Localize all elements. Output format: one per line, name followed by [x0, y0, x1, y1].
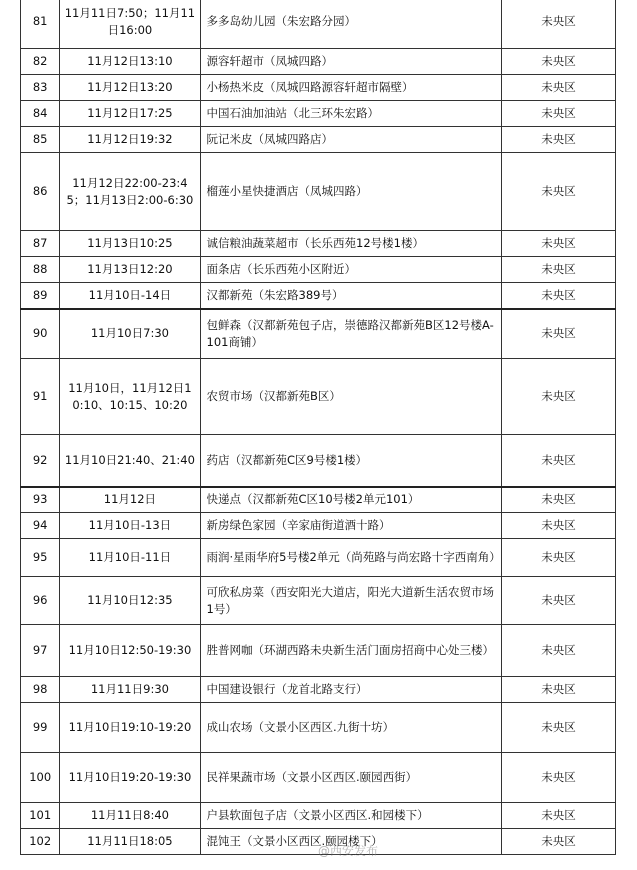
row-number: 89	[21, 283, 60, 309]
table-row	[21, 75, 616, 101]
table-row	[21, 703, 616, 753]
table-row	[21, 803, 616, 829]
row-time: 11月12日13:20	[60, 75, 200, 101]
row-district: 未央区	[502, 625, 616, 677]
table-row	[21, 539, 616, 577]
row-time: 11月10日-14日	[60, 283, 200, 309]
row-place: 户县软面包子店（文景小区西区.和园楼下）	[200, 803, 502, 829]
row-number: 98	[21, 677, 60, 703]
table-row	[21, 0, 616, 49]
row-place: 胜普网咖（环湖西路未央新生活门面房招商中心处三楼）	[200, 625, 502, 677]
table-row	[21, 753, 616, 803]
row-district: 未央区	[502, 577, 616, 625]
table-row	[21, 283, 616, 309]
row-number: 83	[21, 75, 60, 101]
row-number: 96	[21, 577, 60, 625]
row-time: 11月11日9:30	[60, 677, 200, 703]
row-district: 未央区	[502, 101, 616, 127]
row-time: 11月12日17:25	[60, 101, 200, 127]
row-number: 99	[21, 703, 60, 753]
row-time: 11月10日21:40、21:40	[60, 435, 200, 487]
table-row	[21, 257, 616, 283]
location-table	[20, 0, 616, 855]
row-district: 未央区	[502, 0, 616, 49]
table-row	[21, 513, 616, 539]
row-time: 11月12日19:32	[60, 127, 200, 153]
table-row	[21, 101, 616, 127]
row-district: 未央区	[502, 49, 616, 75]
row-district: 未央区	[502, 153, 616, 231]
row-number: 102	[21, 829, 60, 855]
row-district: 未央区	[502, 257, 616, 283]
row-place: 药店（汉都新苑C区9号楼1楼）	[200, 435, 502, 487]
row-number: 92	[21, 435, 60, 487]
row-district: 未央区	[502, 283, 616, 309]
row-time: 11月10日12:35	[60, 577, 200, 625]
row-place: 混饨王（文景小区西区.颐园楼下）	[200, 829, 502, 855]
row-number: 100	[21, 753, 60, 803]
row-number: 90	[21, 309, 60, 359]
row-number: 101	[21, 803, 60, 829]
row-place: 新房绿色家园（辛家庙街道酒十路）	[200, 513, 502, 539]
row-place: 民祥果蔬市场（文景小区西区.颐园西街）	[200, 753, 502, 803]
row-district: 未央区	[502, 513, 616, 539]
row-place: 中国建设银行（龙首北路支行）	[200, 677, 502, 703]
row-time: 11月10日-13日	[60, 513, 200, 539]
table-row	[21, 577, 616, 625]
table-row	[21, 677, 616, 703]
row-time: 11月10日-11日	[60, 539, 200, 577]
row-time: 11月11日7:50；11月11日16:00	[60, 0, 200, 49]
row-district: 未央区	[502, 127, 616, 153]
row-number: 97	[21, 625, 60, 677]
row-number: 85	[21, 127, 60, 153]
row-place: 小杨热米皮（凤城四路源容轩超市隔壁）	[200, 75, 502, 101]
row-number: 86	[21, 153, 60, 231]
table-row	[21, 153, 616, 231]
table-row	[21, 487, 616, 513]
table-body	[21, 0, 616, 855]
row-district: 未央区	[502, 487, 616, 513]
row-number: 84	[21, 101, 60, 127]
row-time: 11月13日10:25	[60, 231, 200, 257]
row-number: 93	[21, 487, 60, 513]
row-district: 未央区	[502, 803, 616, 829]
table-row	[21, 127, 616, 153]
row-district: 未央区	[502, 231, 616, 257]
row-place: 阮记米皮（凤城四路店）	[200, 127, 502, 153]
row-time: 11月11日8:40	[60, 803, 200, 829]
row-district: 未央区	[502, 539, 616, 577]
row-time: 11月13日12:20	[60, 257, 200, 283]
row-time: 11月10日19:20-19:30	[60, 753, 200, 803]
row-place: 多多岛幼儿园（朱宏路分园）	[200, 0, 502, 49]
row-district: 未央区	[502, 75, 616, 101]
row-district: 未央区	[502, 829, 616, 855]
row-place: 包鲜森（汉都新苑包子店，崇德路汉都新苑B区12号楼A-101商铺）	[200, 309, 502, 359]
row-time: 11月10日7:30	[60, 309, 200, 359]
table-row	[21, 435, 616, 487]
row-number: 95	[21, 539, 60, 577]
row-time: 11月10日12:50-19:30	[60, 625, 200, 677]
row-district: 未央区	[502, 435, 616, 487]
row-district: 未央区	[502, 309, 616, 359]
row-number: 88	[21, 257, 60, 283]
row-district: 未央区	[502, 359, 616, 435]
row-number: 94	[21, 513, 60, 539]
row-time: 11月12日	[60, 487, 200, 513]
row-number: 82	[21, 49, 60, 75]
row-number: 81	[21, 0, 60, 49]
table-row	[21, 231, 616, 257]
table-row	[21, 359, 616, 435]
row-place: 诚信粮油蔬菜超市（长乐西苑12号楼1楼）	[200, 231, 502, 257]
row-place: 快递点（汉都新苑C区10号楼2单元101）	[200, 487, 502, 513]
table-row	[21, 49, 616, 75]
row-place: 源容轩超市（凤城四路）	[200, 49, 502, 75]
row-district: 未央区	[502, 753, 616, 803]
row-place: 农贸市场（汉都新苑B区）	[200, 359, 502, 435]
row-number: 91	[21, 359, 60, 435]
row-number: 87	[21, 231, 60, 257]
row-place: 可欣私房菜（西安阳光大道店，阳光大道新生活农贸市场1号）	[200, 577, 502, 625]
row-time: 11月12日13:10	[60, 49, 200, 75]
row-time: 11月11日18:05	[60, 829, 200, 855]
row-time: 11月10日，11月12日10:10、10:15、10:20	[60, 359, 200, 435]
row-place: 榴莲小星快捷酒店（凤城四路）	[200, 153, 502, 231]
row-district: 未央区	[502, 677, 616, 703]
row-place: 汉都新苑（朱宏路389号）	[200, 283, 502, 309]
row-time: 11月10日19:10-19:20	[60, 703, 200, 753]
weibo-watermark: @西安发布	[318, 844, 379, 858]
table-row	[21, 625, 616, 677]
row-district: 未央区	[502, 703, 616, 753]
row-place: 面条店（长乐西苑小区附近）	[200, 257, 502, 283]
row-time: 11月12日22:00-23:45；11月13日2:00-6:30	[60, 153, 200, 231]
table-row	[21, 309, 616, 359]
row-place: 成山农场（文景小区西区.九街十坊）	[200, 703, 502, 753]
row-place: 雨润·星雨华府5号楼2单元（尚苑路与尚宏路十字西南角）	[200, 539, 502, 577]
row-place: 中国石油加油站（北三环朱宏路）	[200, 101, 502, 127]
